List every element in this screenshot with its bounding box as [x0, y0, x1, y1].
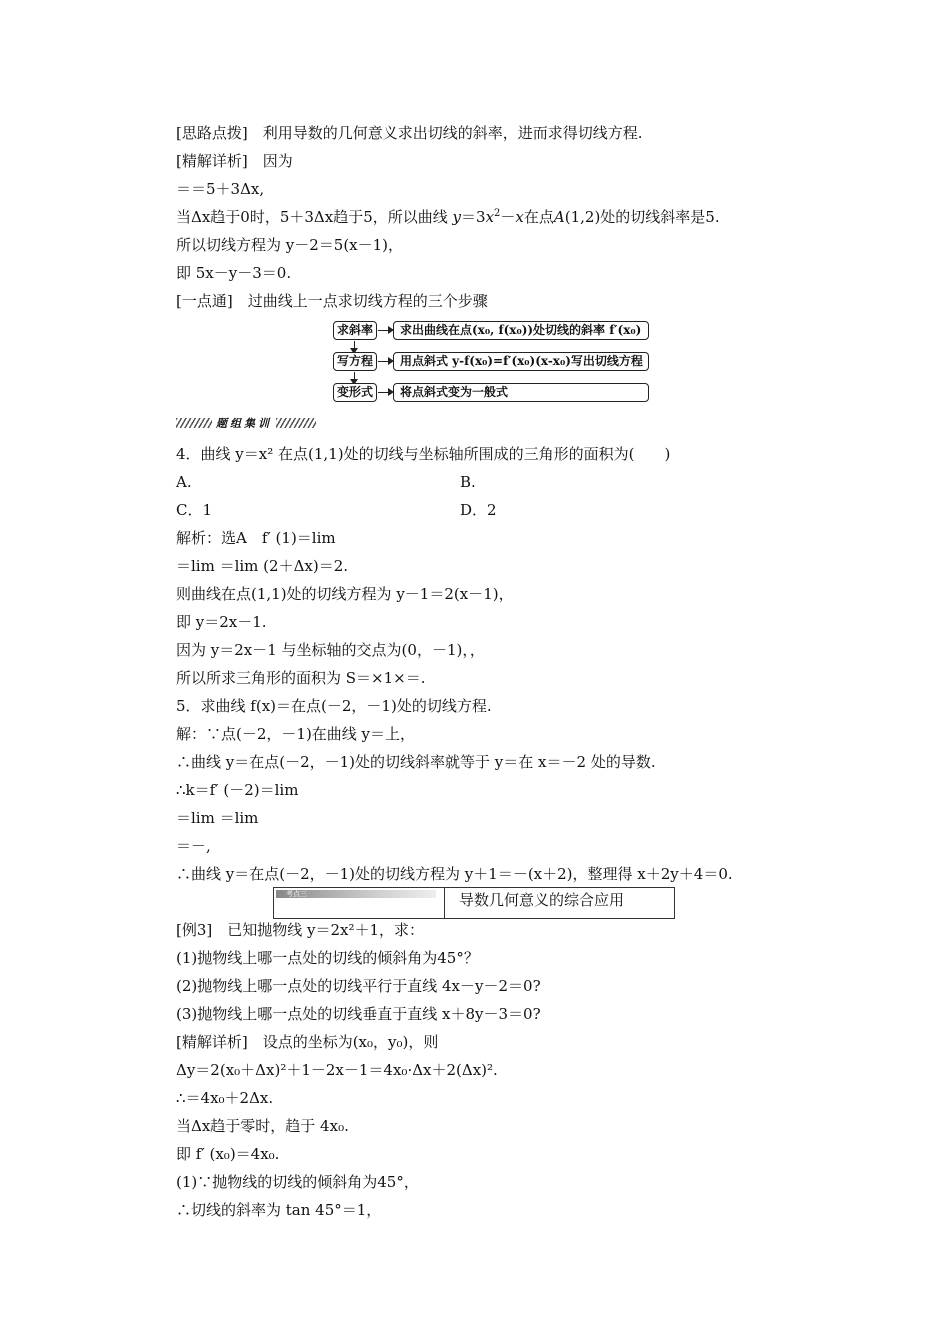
option-b: B. — [460, 473, 476, 491]
flow-desc-3: 将点斜式变为一般式 — [393, 383, 649, 402]
topic-banner — [273, 887, 675, 919]
text-line: ∴k＝f′ (－2)＝lim — [176, 781, 299, 799]
option-c: C．1 — [176, 501, 213, 519]
text-line: ＝－, — [176, 837, 211, 855]
solution-heading: [精解详析] 因为 — [176, 152, 293, 170]
topic-tag: 考点三 — [276, 890, 436, 898]
option-d: D．2 — [460, 501, 497, 519]
text-line: (1)∵抛物线的切线的倾斜角为45°， — [176, 1173, 419, 1191]
text-line: 解：∵点(－2，－1)在曲线 y＝上， — [176, 725, 416, 743]
text-line: 即 f′ (x₀)＝4x₀. — [176, 1145, 280, 1163]
flow-desc-2: 用点斜式 y-f(x₀)=f′(x₀)(x-x₀)写出切线方程 — [393, 352, 649, 371]
text-line: 当Δx趋于0时，5＋3Δx趋于5，所以曲线 $y=3x^2-x$在点A(1,2)处的切线斜率是5. — [176, 208, 720, 226]
solution-heading: [精解详析] 设点的坐标为(x₀，y₀)，则 — [176, 1033, 439, 1051]
text-line: (3)抛物线上哪一点处的切线垂直于直线 x＋8y－3＝0? — [176, 1005, 541, 1023]
flow-step-3: 变形式 — [333, 383, 377, 402]
flow-desc-1: 求出曲线在点(x₀, f(x₀))处切线的斜率 f′(x₀) — [393, 321, 649, 340]
text-line: 所以所求三角形的面积为 S＝×1×＝. — [176, 669, 426, 687]
flow-step-1: 求斜率 — [333, 321, 377, 340]
question-4: 4．曲线 y＝x² 在点(1,1)处的切线与坐标轴所围成的三角形的面积为( ) — [176, 445, 671, 463]
text-line: 即 5x－y－3＝0. — [176, 264, 292, 282]
text-line: (1)抛物线上哪一点处的切线的倾斜角为45°？ — [176, 949, 479, 967]
question-5: 5．求曲线 f(x)＝在点(－2，－1)处的切线方程. — [176, 697, 492, 715]
arrow-right-icon — [378, 330, 392, 331]
text-line: ∴切线的斜率为 tan 45°＝1， — [176, 1201, 382, 1219]
topic-tag-cell — [274, 888, 445, 918]
option-a: A. — [176, 473, 192, 491]
text-line: 当Δx趋于零时，趋于 4x₀. — [176, 1117, 349, 1135]
arrow-down-icon — [354, 341, 355, 351]
flow-step-2: 写方程 — [333, 352, 377, 371]
text-line: ＝lim ＝lim (2＋Δx)＝2. — [176, 557, 349, 575]
hatch-decoration — [276, 418, 316, 428]
topic-title: 导数几何意义的综合应用 — [459, 891, 625, 909]
text-line: 则曲线在点(1,1)处的切线方程为 y－1＝2(x－1)， — [176, 585, 514, 603]
text-line: ∴＝4x₀＋2Δx. — [176, 1089, 274, 1107]
text-line: ∴曲线 y＝在点(－2，－1)处的切线斜率就等于 y＝在 x＝－2 处的导数. — [176, 753, 656, 771]
tip-heading: [一点通] 过曲线上一点求切线方程的三个步骤 — [176, 292, 488, 310]
text-line: 即 y＝2x－1. — [176, 613, 267, 631]
text-line: 所以切线方程为 y－2＝5(x－1)， — [176, 236, 404, 254]
text-line: Δy＝2(x₀＋Δx)²＋1－2x－1＝4x₀·Δx＋2(Δx)². — [176, 1061, 498, 1079]
steps-flowchart — [333, 318, 653, 408]
text-line: ＝lim ＝lim — [176, 809, 259, 827]
hatch-decoration — [176, 418, 212, 428]
text-line: 解析：选A f′ (1)＝lim — [176, 529, 336, 547]
text-line: (2)抛物线上哪一点处的切线平行于直线 4x－y－2＝0? — [176, 977, 541, 995]
text-line: 因为 y＝2x－1 与坐标轴的交点为(0，－1)，， — [176, 641, 485, 659]
thinking-hint: [思路点拨] 利用导数的几何意义求出切线的斜率，进而求得切线方程. — [176, 124, 643, 142]
text-line: ＝＝5＋3Δx, — [176, 180, 265, 198]
group-practice-band — [176, 415, 316, 431]
text-line: ∴曲线 y＝在点(－2，－1)处的切线方程为 y＋1＝－(x＋2)，整理得 x＋2y＋4＝0. — [176, 865, 733, 883]
group-title: 题组集训 — [216, 417, 272, 430]
arrow-right-icon — [378, 392, 392, 393]
arrow-right-icon — [378, 361, 392, 362]
arrow-down-icon — [354, 372, 355, 382]
example-3: [例3] 已知抛物线 y＝2x²＋1，求： — [176, 921, 425, 939]
